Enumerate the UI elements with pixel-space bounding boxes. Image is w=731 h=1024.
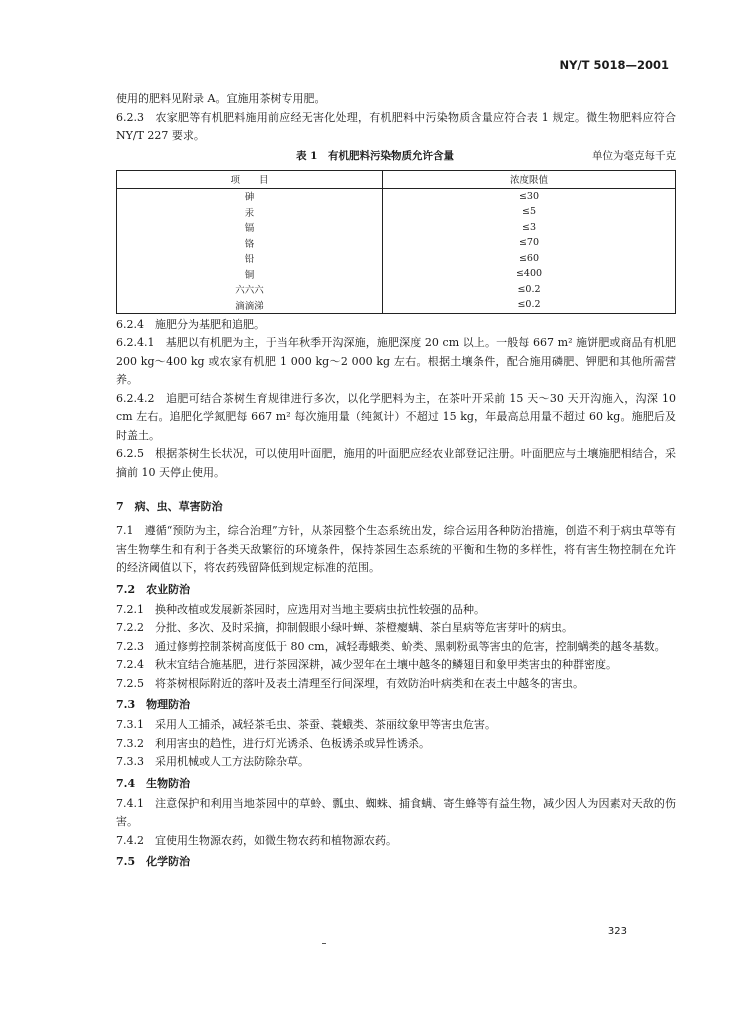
paragraph-7-2-5: 7.2.5 将茶树根际附近的落叶及表土清理至行间深埋，有效防治叶病类和在表土中越冬的害虫。 (116, 676, 584, 690)
paragraph-7-2-3: 7.2.3 通过修剪控制茶树高度低于 80 cm，减轻毒蛾类、蚧类、黑刺粉虱等害虫的危害，控制螨类的越冬基数。 (116, 639, 666, 653)
table-cell: 铬 (117, 235, 383, 251)
table-cell: ≤400 (383, 266, 676, 282)
subsection-7-2-title: 7.2 农业防治 (116, 582, 191, 596)
table-cell: ≤60 (383, 251, 676, 267)
table-cell: ≤30 (383, 188, 676, 204)
table-row (117, 297, 676, 313)
paragraph-6-2-3: 6.2.3 农家肥等有机肥料施用前应经无害化处理，有机肥料中污染物质含量应符合表 1 规定。微生物肥料应符合 NY/T 227 要求。 (116, 110, 676, 142)
table-cell: ≤0.2 (383, 297, 676, 313)
paragraph-7-2-2: 7.2.2 分批、多次、及时采摘，抑制假眼小绿叶蝉、茶橙瘿螨、茶白星病等危害芽叶的病虫。 (116, 621, 573, 634)
column-header-limit: 浓度限值 (383, 170, 676, 188)
paragraph-6-2-4-1: 6.2.4.1 基肥以有机肥为主，于当年秋季开沟深施，施肥深度 20 cm 以上。一般每 667 m² 施饼肥或商品有机肥 200 kg～400 kg 或农家有机肥 1 000 kg～2 000 kg 左右。根据土壤条件，配合施用磷肥、钾肥和其他所需营养。 (116, 336, 676, 386)
subsection-7-4-title: 7.4 生物防治 (116, 776, 191, 790)
table-row (117, 282, 676, 298)
table-row (117, 220, 676, 236)
table-cell: 镉 (117, 220, 383, 236)
table-cell: ≤0.2 (383, 282, 676, 298)
table-cell: 汞 (117, 204, 383, 220)
paragraph-6-2-4: 6.2.4 施肥分为基肥和追肥。 (116, 317, 265, 331)
table-caption-row (116, 148, 676, 166)
paragraph-7-4-1: 7.4.1 注意保护和利用当地茶园中的草蛉、瓢虫、蜘蛛、捕食螨、寄生蜂等有益生物，减少因人为因素对天敌的伤害。 (116, 796, 676, 828)
pollutant-limits-table (116, 170, 676, 314)
table-cell: ≤70 (383, 235, 676, 251)
paragraph-7-1: 7.1 遵循“预防为主，综合治理”方针，从茶园整个生态系统出发，综合运用各种防治措施，创造不利于病虫草等有害生物孳生和有利于各类天敌繁衍的环境条件，保持茶园生态系统的平衡和生物的多样性，将有害生物控制在允许的经济阈值以下，将农药残留降低到规定标准的范围。 (116, 524, 676, 574)
table-caption: 表 1 有机肥料污染物质允许含量 (296, 149, 454, 162)
table-cell: ≤3 (383, 220, 676, 236)
page-body (116, 90, 676, 873)
paragraph: 使用的肥料见附录 A。宜施用茶树专用肥。 (116, 92, 326, 105)
subsection-7-3-title: 7.3 物理防治 (116, 698, 191, 711)
table-row (117, 235, 676, 251)
paragraph-7-3-3: 7.3.3 采用机械或人工方法防除杂草。 (116, 755, 309, 768)
subsection-7-5-title: 7.5 化学防治 (116, 855, 191, 868)
table-unit: 单位为毫克每千克 (592, 149, 676, 162)
table-row (117, 188, 676, 204)
section-7-title: 7 病、虫、草害防治 (116, 500, 223, 513)
table-cell: 铅 (117, 251, 383, 267)
table-cell: 铜 (117, 266, 383, 282)
table-cell: 六六六 (117, 282, 383, 298)
table-row (117, 251, 676, 267)
table-row (117, 204, 676, 220)
table-header-row (117, 170, 676, 188)
page-number: 323 (607, 926, 627, 937)
paragraph-7-2-4: 7.2.4 秋末宜结合施基肥，进行茶园深耕，减少翌年在土壤中越冬的鳞翅目和象甲类害虫的种群密度。 (116, 658, 617, 671)
table-row (117, 266, 676, 282)
paragraph-6-2-5: 6.2.5 根据茶树生长状况，可以使用叶面肥，施用的叶面肥应经农业部登记注册。叶面肥应与土壤施肥相结合，采摘前 10 天停止使用。 (116, 447, 676, 479)
document-code: NY/T 5018—2001 (559, 58, 669, 72)
paragraph-7-4-2: 7.4.2 宜使用生物源农药，如微生物农药和植物源农药。 (116, 833, 397, 847)
column-header-item: 项 目 (117, 170, 383, 188)
table-cell: ≤5 (383, 204, 676, 220)
scan-artifact (322, 943, 326, 944)
paragraph-7-2-1: 7.2.1 换种改植或发展新茶园时，应选用对当地主要病虫抗性较强的品种。 (116, 602, 485, 616)
table-cell: 砷 (117, 188, 383, 204)
table-cell: 滴滴涕 (117, 297, 383, 313)
paragraph-7-3-2: 7.3.2 利用害虫的趋性，进行灯光诱杀、色板诱杀或异性诱杀。 (116, 736, 430, 750)
paragraph-6-2-4-2: 6.2.4.2 追肥可结合茶树生育规律进行多次，以化学肥料为主，在茶叶开采前 15 天～30 天开沟施入，沟深 10 cm 左右。追肥化学氮肥每 667 m² 每次施用量（纯氮计）不超过 15 kg，年最高总用量不超过 60 kg。施肥后及时盖土。 (116, 391, 676, 442)
paragraph-7-3-1: 7.3.1 采用人工捕杀，减轻茶毛虫、茶蚕、蓑蛾类、茶丽纹象甲等害虫危害。 (116, 718, 496, 731)
